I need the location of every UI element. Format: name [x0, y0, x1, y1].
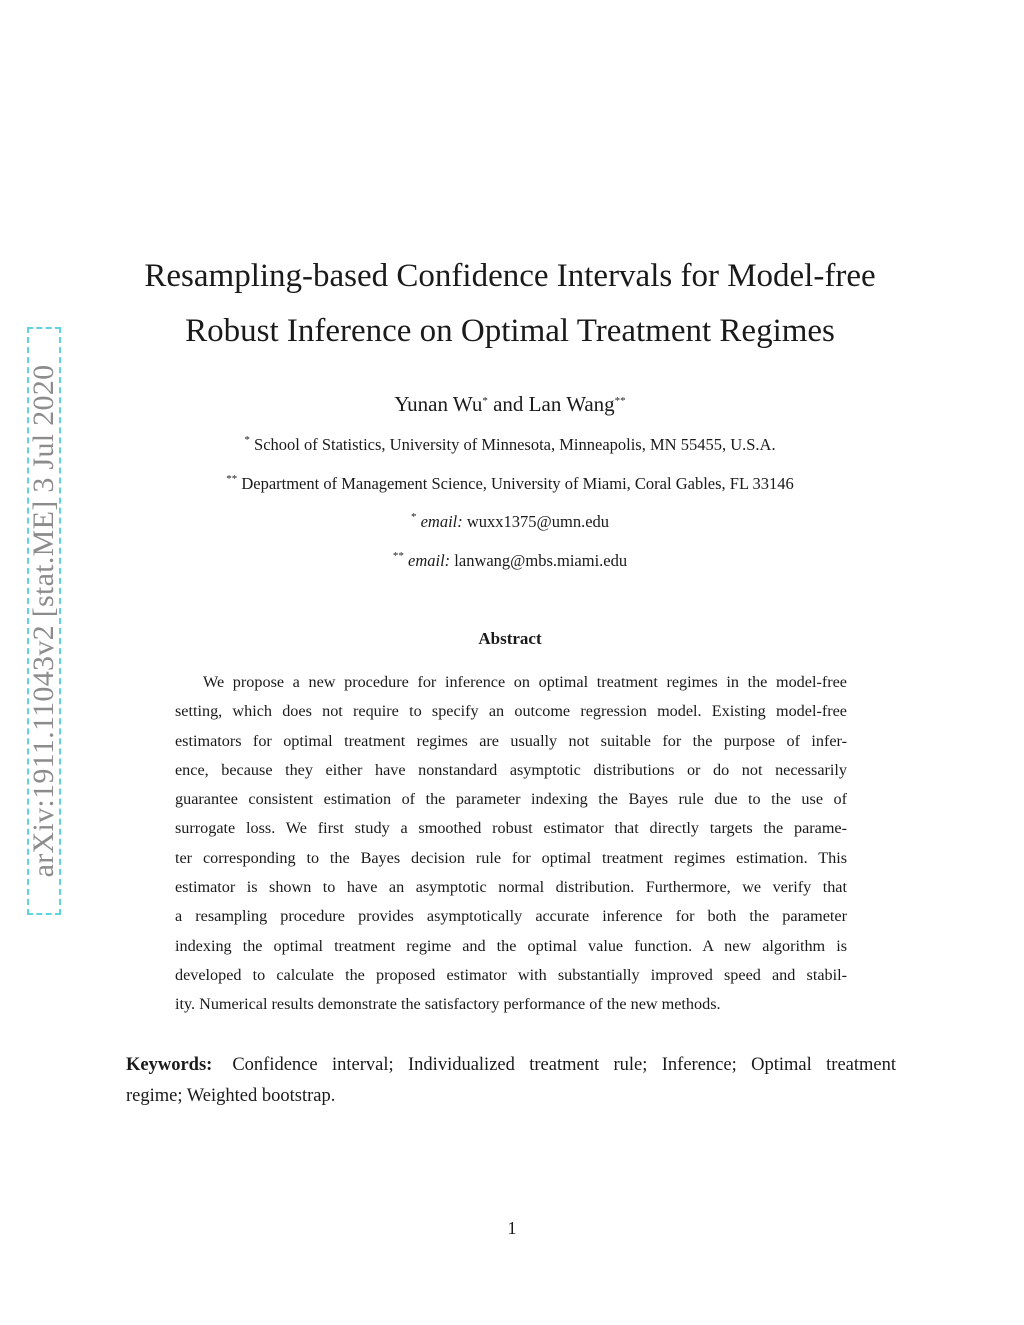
email-mark: **: [392, 550, 404, 562]
abstract-line: setting, which does not require to specify an outcome regression model. Existing model-free: [175, 702, 847, 721]
email-address: lanwang@mbs.miami.edu: [454, 551, 628, 570]
abstract-line: estimator is shown to have an asymptotic normal distribution. Furthermore, we verify that: [175, 878, 847, 897]
keywords-text: Confidence interval; Individualized treatment rule; Inference; Optimal treatment: [232, 1055, 896, 1075]
affiliation-mark: **: [226, 473, 238, 485]
abstract-line: We propose a new procedure for inference on optimal treatment regimes in the model-free: [203, 673, 847, 691]
author-name: Yunan Wu: [394, 392, 483, 416]
abstract-line: ity. Numerical results demonstrate the satisfactory performance of the new methods.: [175, 995, 721, 1014]
affiliation-text: School of Statistics, University of Minnesota, Minneapolis, MN 55455, U.S.A.: [254, 435, 776, 454]
abstract-line: ence, because they either have nonstandard asymptotic distributions or do not necessarily: [175, 760, 847, 779]
email-label: email:: [408, 551, 451, 570]
page-number: 1: [507, 1218, 517, 1238]
abstract-heading: Abstract: [478, 629, 542, 648]
abstract-line: developed to calculate the proposed estimator with substantially improved speed and stabil-: [175, 965, 847, 984]
abstract-line: indexing the optimal treatment regime and the optimal value function. A new algorithm is: [175, 936, 847, 955]
email-address: wuxx1375@umn.edu: [466, 512, 610, 531]
abstract-line: ter corresponding to the Bayes decision rule for optimal treatment regimes estimation. This: [175, 848, 847, 867]
paper-title-line-1: Resampling-based Confidence Intervals for Model-free: [144, 258, 876, 294]
abstract-line: a resampling procedure provides asymptotically accurate inference for both the parameter: [175, 907, 847, 926]
email-line: [100, 512, 920, 532]
affiliation: [100, 474, 920, 494]
abstract-line: estimators for optimal treatment regimes are usually not suitable for the purpose of infer-: [175, 731, 847, 750]
abstract-line: surrogate loss. We first study a smoothed robust estimator that directly targets the parame-: [175, 819, 847, 838]
author-name: Lan Wang: [528, 392, 615, 416]
paper-title-line-2: Robust Inference on Optimal Treatment Regimes: [185, 313, 835, 349]
email-line: [100, 551, 920, 571]
keywords-line: [126, 1052, 896, 1083]
author-conjunction: and: [493, 392, 524, 416]
abstract-line: guarantee consistent estimation of the parameter indexing the Bayes rule due to the use of: [175, 790, 847, 809]
affiliation-text: Department of Management Science, University of Miami, Coral Gables, FL 33146: [241, 474, 794, 493]
abstract-body: [175, 670, 847, 1022]
affiliation: [100, 435, 920, 455]
affiliation-mark: *: [244, 434, 250, 446]
keywords-line: regime; Weighted bootstrap.: [126, 1086, 336, 1106]
email-mark: *: [410, 511, 417, 523]
author-list: [100, 392, 920, 416]
arxiv-stamp: [27, 327, 61, 915]
author-mark: **: [614, 395, 626, 407]
keywords-section: [126, 1052, 896, 1114]
author-mark: *: [482, 395, 488, 407]
arxiv-identifier: arXiv:1911.11043v2 [stat.ME] 3 Jul 2020: [27, 364, 60, 878]
keywords-label: Keywords:: [126, 1055, 213, 1075]
email-label: email:: [420, 512, 463, 531]
